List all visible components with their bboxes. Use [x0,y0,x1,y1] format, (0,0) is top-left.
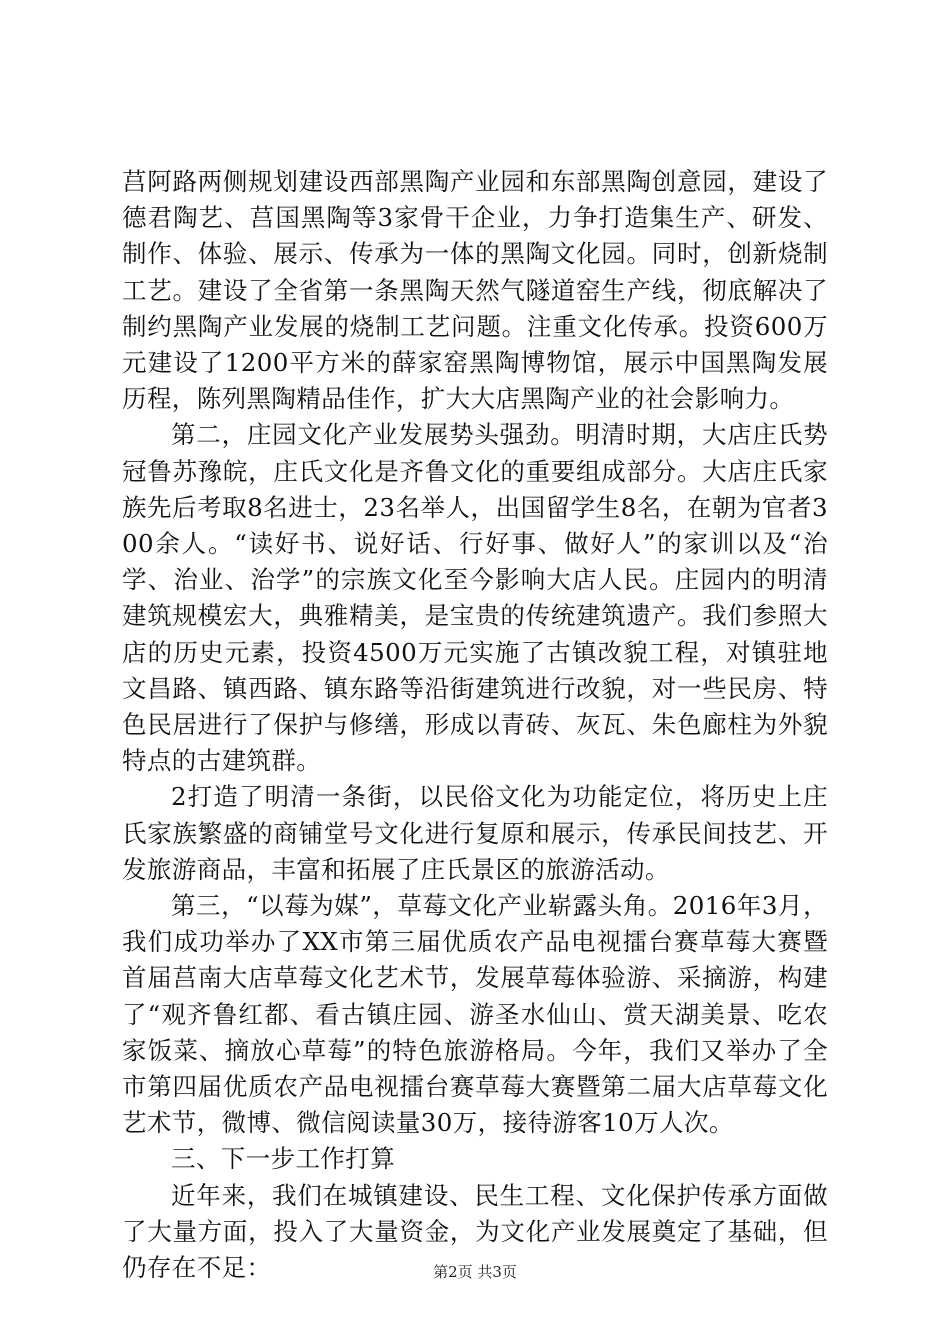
paragraph-shortcomings: 近年来，我们在城镇建设、民生工程、文化保护传承方面做了大量方面，投入了大量资金，为文化产业发展奠定了基础，但仍存在不足： [122,1180,828,1283]
document-body [122,164,828,1286]
page-footer: 第2页 共3页 [433,1263,517,1281]
section-heading-next-steps: 三、下一步工作打算 [171,1144,396,1174]
paragraph-zhuangyuan-culture: 第二，庄园文化产业发展势头强劲。明清时期，大店庄氏势冠鲁苏豫皖，庄氏文化是齐鲁文化的重要组成部分。大店庄氏家族先后考取8名进士，23名举人，出国留学生8名，在朝为官者300余人。“读好书、说好话、行好事、做好人”的家训以及“治学、治业、治学”的宗族文化至今影响大店人民。庄园内的明清建筑规模宏大，典雅精美，是宝贵的传统建筑遗产。我们参照大店的历史元素，投资4500万元实施了古镇改貌工程，对镇驻地文昌路、镇西路、镇东路等沿街建筑进行改貌，对一些民房、特色民居进行了保护与修缮，形成以青砖、灰瓦、朱色廊柱为外貌特点的古建筑群。 [122,420,828,776]
paragraph-heitao-industry: 莒阿路两侧规划建设西部黑陶产业园和东部黑陶创意园，建设了德君陶艺、莒国黑陶等3家骨干企业，力争打造集生产、研发、制作、体验、展示、传承为一体的黑陶文化园。同时，创新烧制工艺。建设了全省第一条黑陶天然气隧道窑生产线，彻底解决了制约黑陶产业发展的烧制工艺问题。注重文化传承。投资600万元建设了1200平方米的薛家窑黑陶博物馆，展示中国黑陶发展历程，陈列黑陶精品佳作，扩大大店黑陶产业的社会影响力。 [122,167,828,414]
paragraph-strawberry-culture: 第三，“以莓为媒”，草莓文化产业崭露头角。2016年3月，我们成功举办了XX市第三届优质农产品电视擂台赛草莓大赛暨首届莒南大店草莓文化艺术节，发展草莓体验游、采摘游，构建了“观齐鲁红都、看古镇庄园、游圣水仙山、赏天湖美景、吃农家饭菜、摘放心草莓”的特色旅游格局。今年，我们又举办了全市第四届优质农产品电视擂台赛草莓大赛暨第二届大店草莓文化艺术节，微博、微信阅读量30万，接待游客10万人次。 [122,891,828,1138]
paragraph-mingqing-street: 2打造了明清一条街，以民俗文化为功能定位，将历史上庄氏家族繁盛的商铺堂号文化进行复原和展示，传承民间技艺、开发旅游商品，丰富和拓展了庄氏景区的旅游活动。 [122,782,828,884]
